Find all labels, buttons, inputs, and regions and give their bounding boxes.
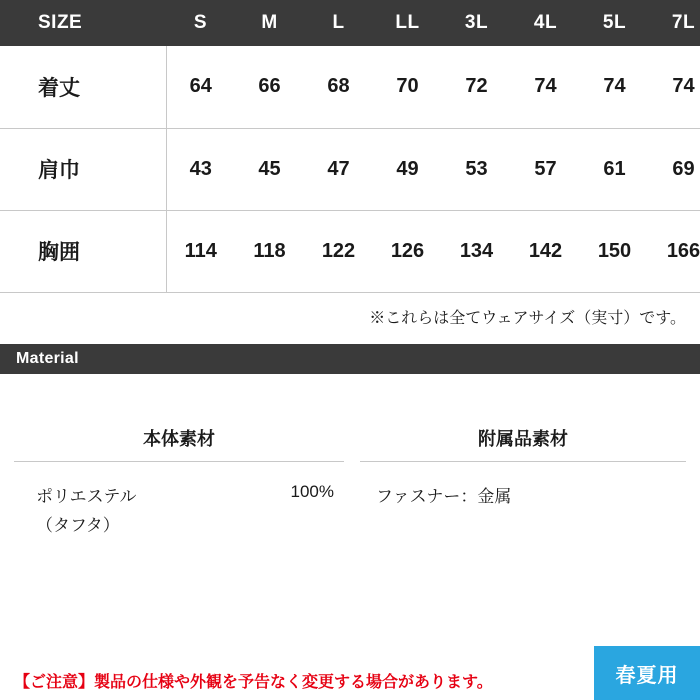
- size-cell: 150: [580, 210, 649, 292]
- material-body-spacer-right: [686, 462, 700, 548]
- size-table-header-row: [0, 0, 700, 46]
- size-table: [0, 0, 700, 293]
- material-main-name: ポリエステル: [36, 487, 137, 506]
- size-table-note: ※これらは全てウェアサイズ（実寸）です。: [369, 309, 686, 327]
- size-table-header-ll: LL: [395, 12, 420, 33]
- size-cell: 53: [442, 128, 511, 210]
- size-cell: 72: [442, 46, 511, 128]
- table-row: [0, 46, 700, 128]
- size-cell: 49: [373, 128, 442, 210]
- size-table-header-l: L: [332, 12, 345, 33]
- size-cell: 61: [580, 128, 649, 210]
- size-table-header-size: SIZE: [38, 12, 83, 33]
- material-body-row: [0, 462, 700, 548]
- material-body-spacer-mid: [344, 462, 360, 548]
- material-accessory-name: ファスナー：金属: [376, 487, 512, 506]
- material-spacer-right: [686, 374, 700, 462]
- size-cell: 118: [235, 210, 304, 292]
- size-cell: 126: [373, 210, 442, 292]
- size-cell: 74: [580, 46, 649, 128]
- size-table-header-4l: 4L: [533, 12, 558, 33]
- size-cell: 122: [304, 210, 373, 292]
- material-main-cell: [14, 462, 344, 548]
- material-main-percent: 100%: [290, 482, 334, 501]
- material-header-row: [0, 374, 700, 462]
- status-badge: 春夏用: [594, 646, 700, 700]
- size-table-header-s: S: [193, 12, 208, 33]
- caution-text: 【ご注意】製品の仕様や外観を予告なく変更する場合があります。: [14, 674, 493, 691]
- material-accessory-cell: [360, 462, 686, 548]
- material-header-accessory: 附属品素材: [360, 374, 686, 462]
- size-cell: 134: [442, 210, 511, 292]
- size-cell: 69: [649, 128, 700, 210]
- size-cell: 74: [511, 46, 580, 128]
- size-cell: 66: [235, 46, 304, 128]
- size-cell: 64: [166, 46, 235, 128]
- size-row-label-kitake: 着丈: [0, 46, 166, 128]
- table-row: [0, 210, 700, 292]
- size-cell: 142: [511, 210, 580, 292]
- size-cell: 45: [235, 128, 304, 210]
- size-table-header-7l: 7L: [671, 12, 696, 33]
- material-body-spacer-left: [0, 462, 14, 548]
- material-header-main: 本体素材: [14, 374, 344, 462]
- size-row-label-katahaba: 肩巾: [0, 128, 166, 210]
- size-cell: 166: [649, 210, 700, 292]
- size-table-header-m: M: [261, 12, 278, 33]
- material-table: [0, 374, 700, 548]
- material-spacer-mid: [344, 374, 360, 462]
- material-section-title: Material: [0, 344, 700, 374]
- material-spacer-left: [0, 374, 14, 462]
- size-cell: 43: [166, 128, 235, 210]
- size-cell: 74: [649, 46, 700, 128]
- size-cell: 47: [304, 128, 373, 210]
- material-main-subname: （タフタ）: [36, 516, 120, 535]
- size-cell: 114: [166, 210, 235, 292]
- size-cell: 70: [373, 46, 442, 128]
- table-row: [0, 128, 700, 210]
- footer: [0, 660, 700, 700]
- size-row-label-kyoui: 胸囲: [0, 210, 166, 292]
- size-table-header-3l: 3L: [464, 12, 489, 33]
- size-cell: 68: [304, 46, 373, 128]
- size-cell: 57: [511, 128, 580, 210]
- size-table-header-5l: 5L: [602, 12, 627, 33]
